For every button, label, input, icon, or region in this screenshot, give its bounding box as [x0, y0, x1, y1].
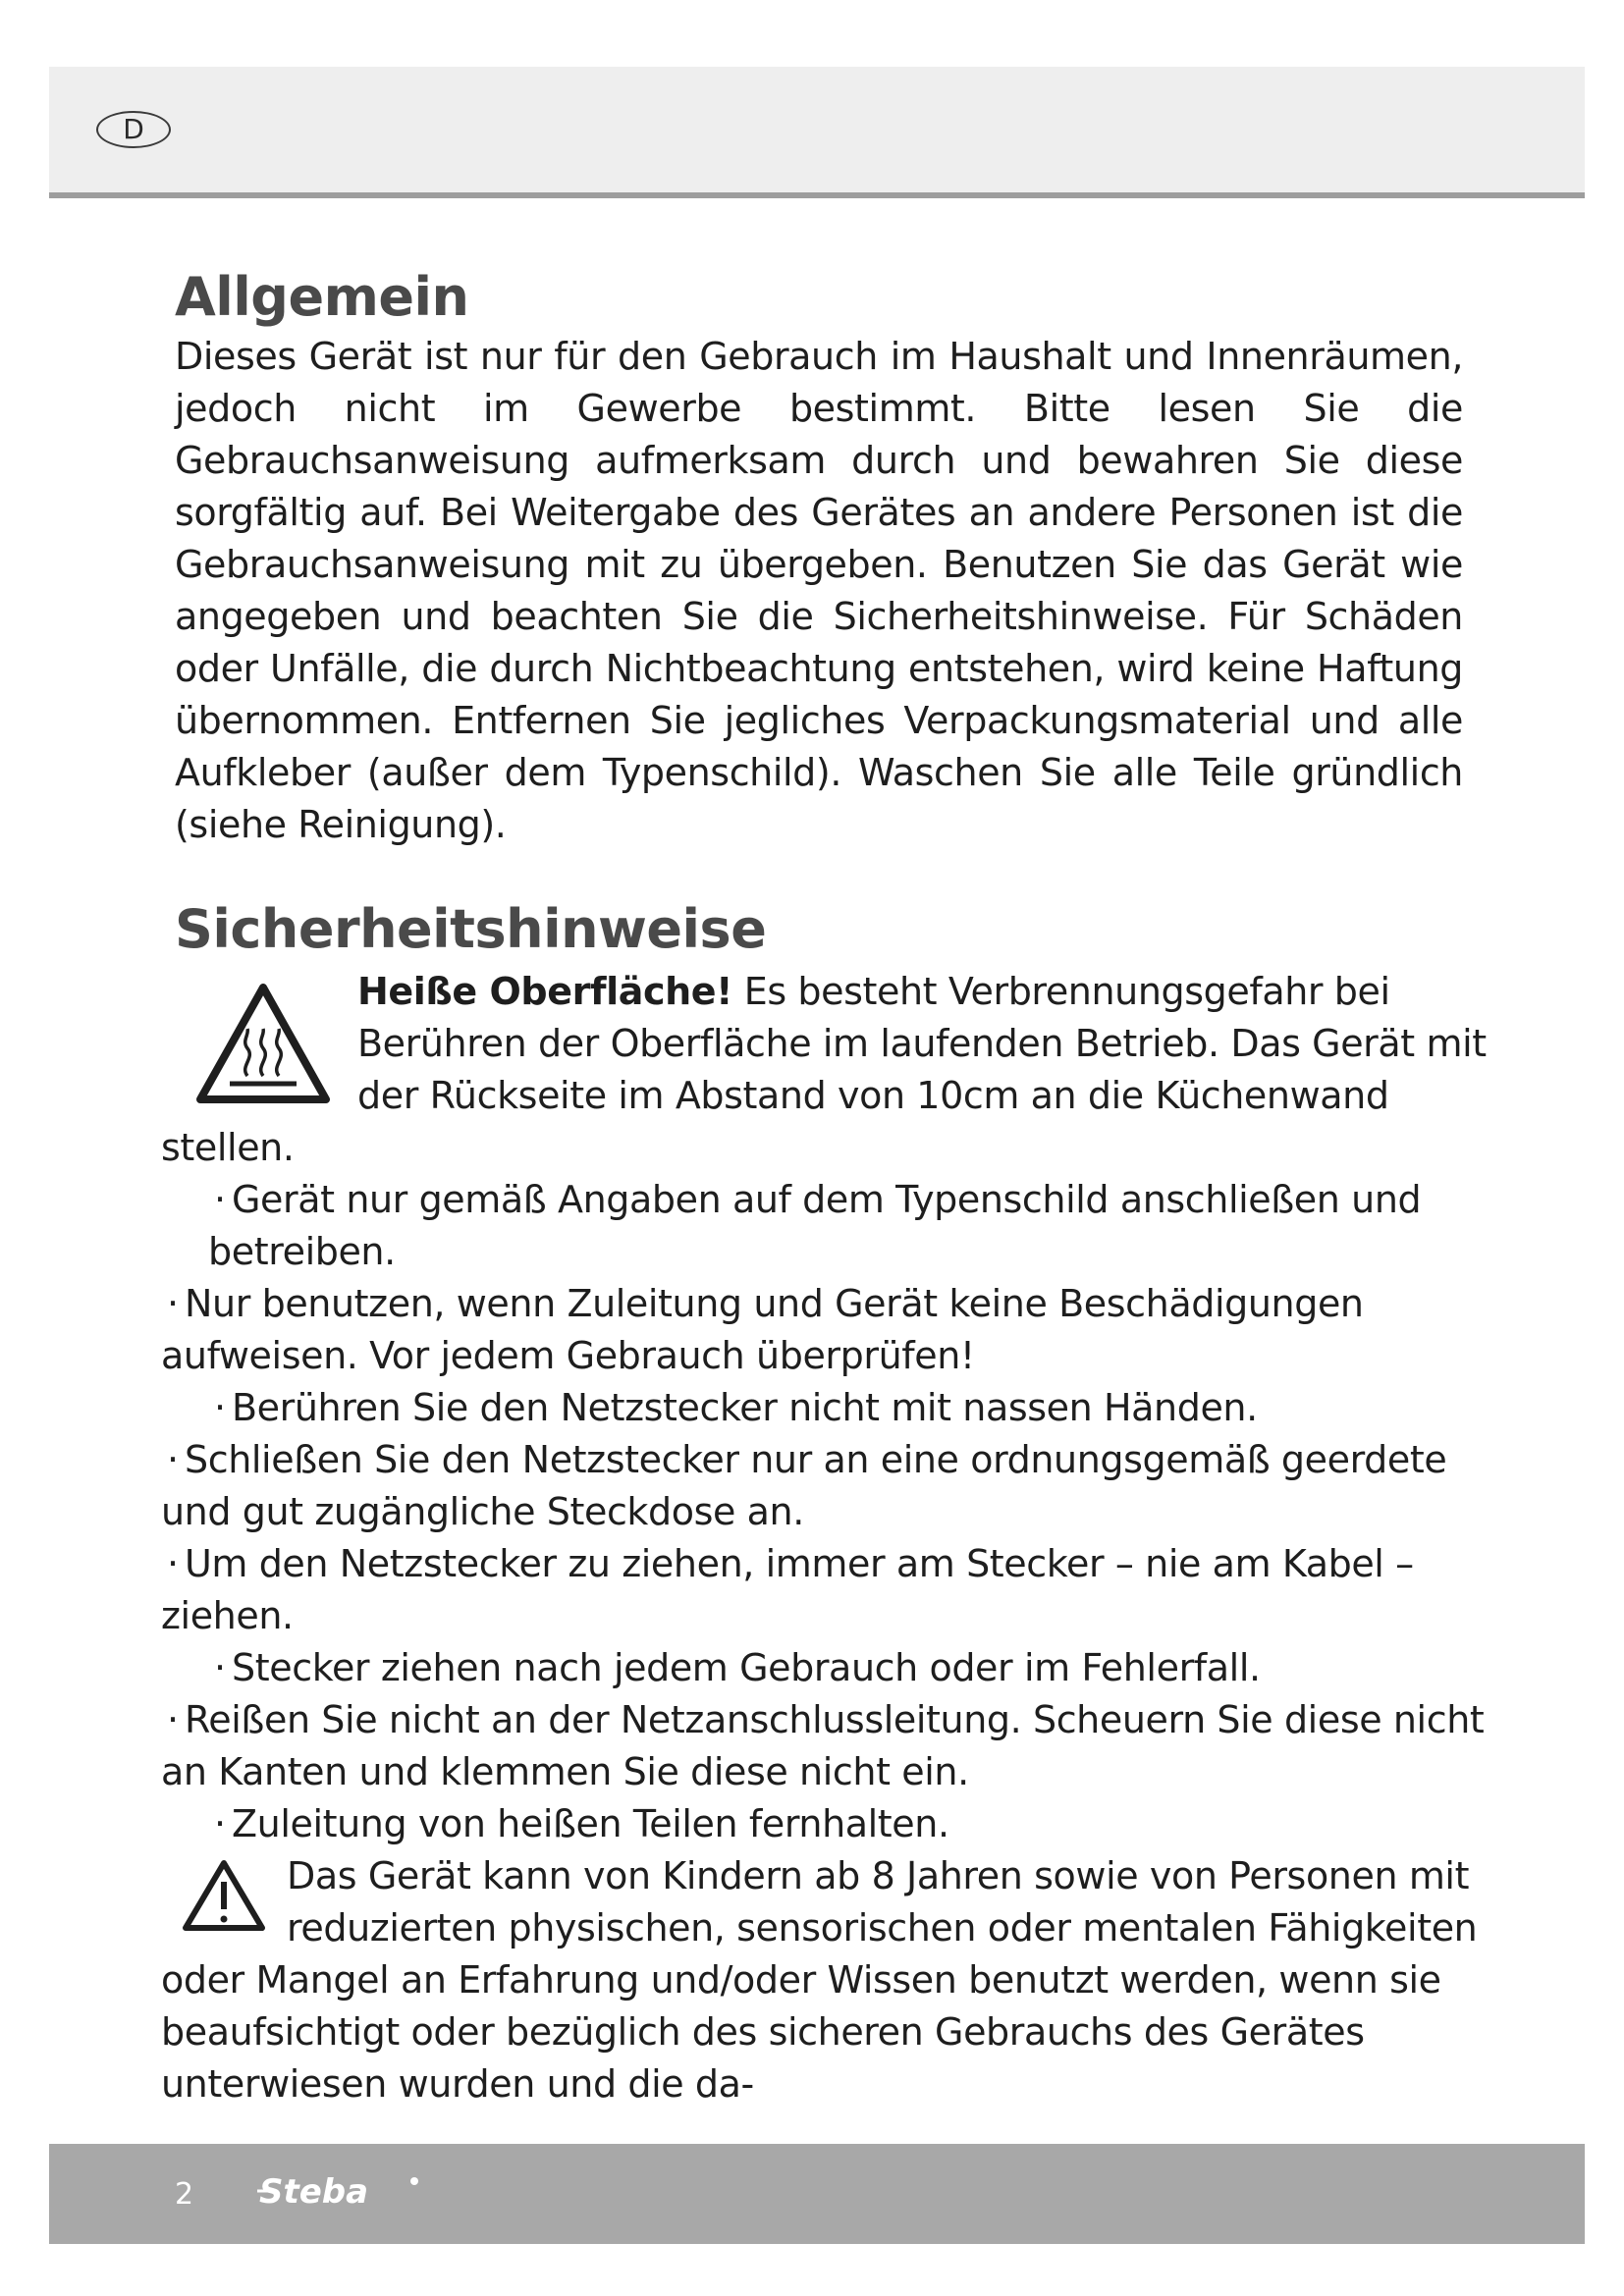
general-warning-icon: [181, 1858, 267, 1947]
safety-item: · Berühren Sie den Netzstecker nicht mit nassen Händen.: [214, 1386, 1258, 1429]
safety-list: [161, 966, 1526, 2110]
hot-surface-warning-icon: [192, 980, 334, 1121]
svg-text:Steba: Steba: [259, 2172, 369, 2212]
safety-item: · Zuleitung von heißen Teilen fernhalten.: [214, 1802, 949, 1845]
safety-item: · Nur benutzen, wenn Zuleitung und Gerät keine Beschädigungen aufweisen. Vor jedem Gebrauch überprüfen!: [161, 1282, 1364, 1377]
header-band: [49, 67, 1585, 198]
page-number: 2: [175, 2177, 194, 2212]
safety-item-hot-surface: [161, 966, 1526, 1174]
general-paragraph: Dieses Gerät ist nur für den Gebrauch im Haushalt und Innenräumen, jedoch nicht im Gewerbe bestimmt. Bitte lesen Sie die Gebrauchsanweisung aufmerksam durch und bewahren Sie diese sorgfältig auf. Bei Weitergabe des Gerätes an andere Personen ist die Gebrauchsanweisung mit zu übergeben. Benutzen Sie das Gerät wie angegeben und beachten Sie die Sicherheitshinweise. Für Schäden oder Unfälle, die durch Nichtbeachtung entstehen, wird keine Haftung übernommen. Entfernen Sie jegliches Verpackungsmaterial und alle Aufkleber (außer dem Typenschild). Waschen Sie alle Teile gründlich (siehe Reinigung).: [175, 335, 1463, 846]
safety-item: · Reißen Sie nicht an der Netzanschlussleitung. Scheuern Sie diese nicht an Kanten und klemmen Sie diese nicht ein.: [161, 1698, 1485, 1793]
safety-item: · Stecker ziehen nach jedem Gebrauch oder im Fehlerfall.: [214, 1646, 1261, 1689]
hot-surface-text: Es besteht Verbrennungsgefahr bei Berühren der Oberfläche im laufenden Betrieb. Das Gerät mit der Rückseite im Abstand von 10cm an die Küchenwand stellen.: [161, 970, 1487, 1169]
footer-band: [49, 2144, 1585, 2244]
children-warning-text: Das Gerät kann von Kindern ab 8 Jahren sowie von Personen mit reduzierten physischen, sensorischen oder mentalen Fähigkeiten oder Mangel an Erfahrung und/oder Wissen benutzt werden, wenn sie beaufsichtigt oder bezüglich des sicheren Gebrauchs des Gerätes unterwiesen wurden und die da-: [161, 1854, 1478, 2106]
safety-item: · Schließen Sie den Netzstecker nur an eine ordnungsgemäß geerdete und gut zugängliche Steckdose an.: [161, 1438, 1447, 1533]
section-title-general: Allgemein: [175, 266, 469, 328]
safety-item-children: [161, 1850, 1526, 2110]
hot-surface-label: Heiße Oberfläche!: [357, 970, 733, 1013]
safety-item: · Um den Netzstecker zu ziehen, immer am Stecker – nie am Kabel – ziehen.: [161, 1542, 1414, 1637]
safety-item: · Gerät nur gemäß Angaben auf dem Typenschild anschließen und betreiben.: [208, 1178, 1422, 1273]
language-badge: D: [96, 111, 171, 148]
section-title-safety: Sicherheitshinweise: [175, 898, 767, 960]
steba-logo: [257, 2167, 424, 2222]
